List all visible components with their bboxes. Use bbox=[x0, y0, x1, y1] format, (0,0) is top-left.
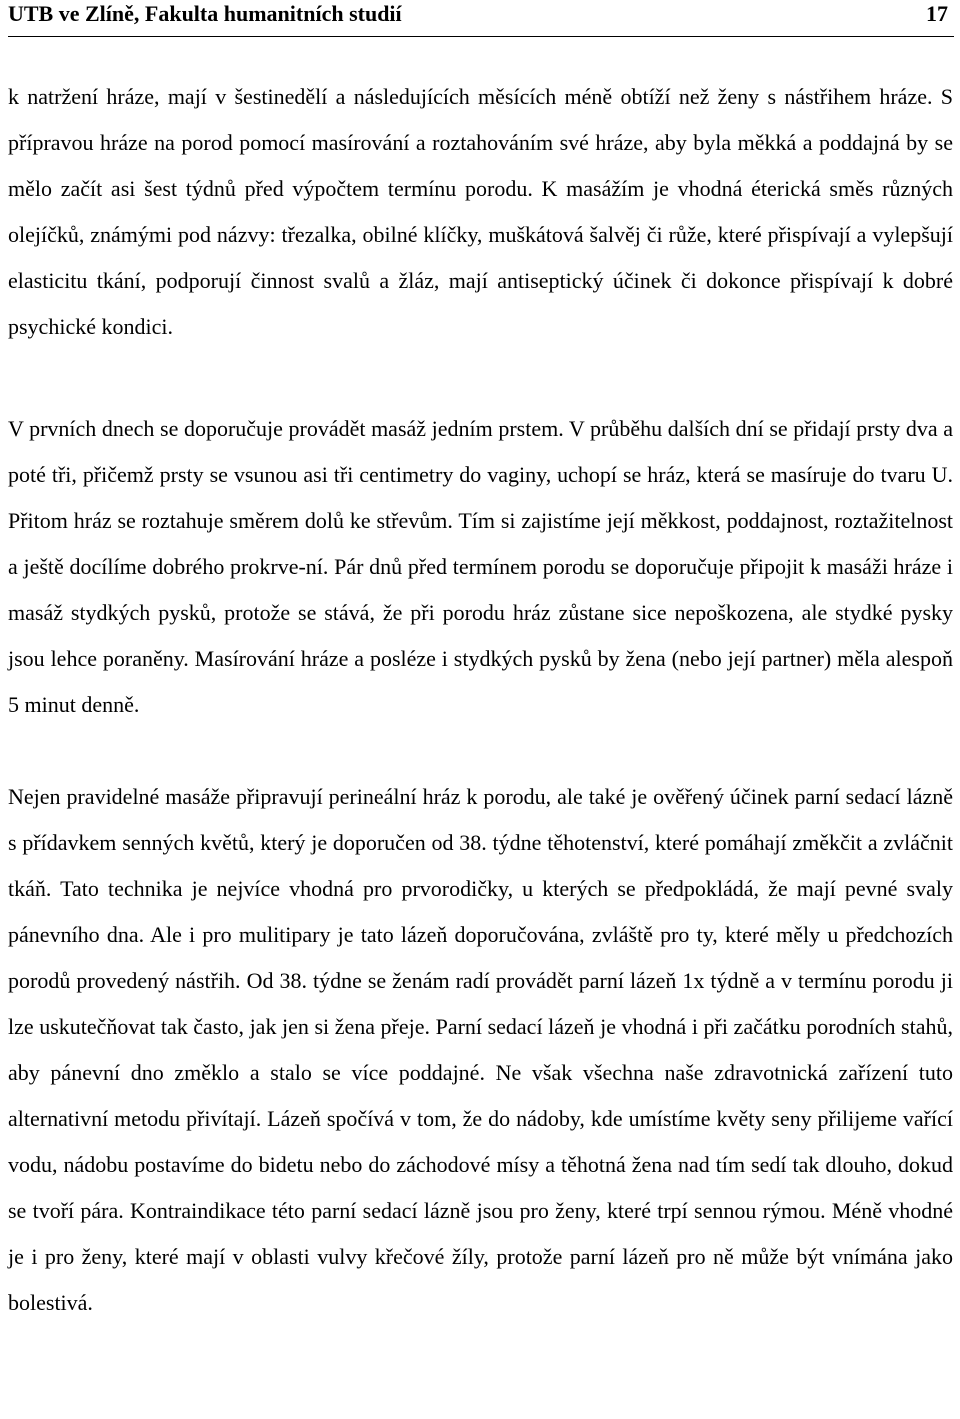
paragraph: k natržení hráze, mají v šestinedělí a následujících měsících méně obtíží než ženy s nástřihem hráze. S přípravou hráze na porod pomocí masírování a roztahováním své hráze, aby byla měkká a poddajná by se mělo začít asi šest týdnů před výpočtem termínu porodu. K masážím je vhodná éterická směs různých olejíčků, známými pod názvy: třezalka, obilné klíčky, muškátová šalvěj či růže, které přispívají a vylepšují elasticitu tkání, podporují činnost svalů a žláz, mají antiseptický účinek či dokonce přispívají k dobré psychické kondici. bbox=[8, 84, 953, 339]
paragraph-1-block bbox=[8, 74, 953, 350]
paragraph: V prvních dnech se doporučuje provádět masáž jedním prstem. V průběhu dalších dní se přidají prsty dva a poté tři, přičemž prsty se vsunou asi tři centimetry do vaginy, uchopí se hráz, která se masíruje do tvaru U. Přitom hráz se roztahuje směrem dolů ke střevům. Tím si zajistíme její měkkost, poddajnost, roztažitelnost a ještě docílíme dobrého prokrve-ní. Pár dnů před termínem porodu se doporučuje připojit k masáži hráze i masáž stydkých pysků, protože se stává, že při porodu hráz zůstane sice nepoškozena, ale stydké pysky jsou lehce poraněny. Masírování hráze a posléze i stydkých pysků by žena (nebo její partner) měla alespoň 5 minut denně. bbox=[8, 416, 953, 717]
paragraph-3-block bbox=[8, 774, 953, 1326]
page-number: 17 bbox=[926, 1, 948, 26]
paragraph-2-block bbox=[8, 406, 953, 728]
header-title: UTB ve Zlíně, Fakulta humanitních studií bbox=[8, 1, 402, 26]
paragraph: Nejen pravidelné masáže připravují perineální hráz k porodu, ale také je ověřený účinek parní sedací lázně s přídavkem senných květů, který je doporučen od 38. týdne těhotenství, které pomáhají změkčit a zvláčnit tkáň. Tato technika je nejvíce vhodná pro prvorodičky, u kterých se předpokládá, že mají pevné svaly pánevního dna. Ale i pro mulitipary je tato lázeň doporučována, zvláště pro ty, které měly u předchozích porodů provedený nástřih. Od 38. týdne se ženám radí provádět parní lázeň 1x týdně a v termínu porodu ji lze uskutečňovat tak často, jak jen si žena přeje. Parní sedací lázeň je vhodná i při začátku porodních stahů, aby pánevní dno změklo a stalo se více poddajné. Ne však všechna naše zdravotnická zařízení tuto alternativní metodu přivítají. Lázeň spočívá v tom, že do nádoby, kde umístíme květy seny přilijeme vařící vodu, nádobu postavíme do bidetu nebo do záchodové mísy a těhotná žena nad tím sedí tak dlouho, dokud se tvoří pára. Kontraindikace této parní sedací lázně jsou pro ženy, které trpí sennou rýmou. Méně vhodné je i pro ženy, které mají v oblasti vulvy křečové žíly, protože parní lázeň pro ně může být vnímána jako bolestivá. bbox=[8, 784, 953, 1315]
page-header bbox=[8, 0, 954, 37]
